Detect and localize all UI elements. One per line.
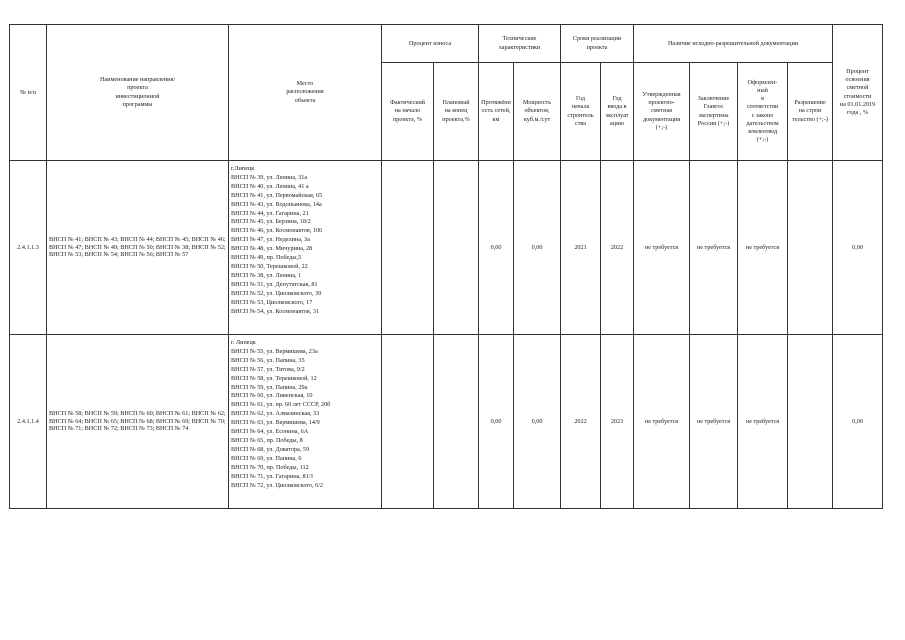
row-pct: 0,00 <box>833 161 883 335</box>
row-place: г.Липецк ВНСП № 39, ул. Ленина, 31а ВНСП № 40, ул. Ленина, 41 а ВНСП № 41, ул. Первомайская, 65 ВНСП № 43, ул. Водопьянова, 14а ВНСП № 44, ул. Гагарина, 21 ВНСП № 45, ул. Берзина, 18/2 ВНСП № 46, ул. Космонавтов, 106 ВНСП № 47, ул. Неделина, 3а ВНСП № 48, ул. Мичурина, 28 ВНСП № 49, пр. Победы,5 ВНСП № 50, Терешковой, 22 ВНСП № 38, ул. Ленина, 1 ВНСП № 51, ул. Депутатская, 81 ВНСП № 52, ул. Циолковского, 39 ВНСП № 53, Циолковского, 17 ВНСП № 54, ул. Космонавтов, 31 <box>229 161 382 335</box>
header-pct: Процент освоения сметной стоимости на 01.01.2019 года , % <box>833 25 883 161</box>
header-wear: Процент износа <box>382 25 479 63</box>
row-start: 2021 <box>561 161 601 335</box>
header-num: № п/п <box>10 25 47 161</box>
row-permit <box>788 335 833 509</box>
row-land: не требуется <box>738 335 788 509</box>
investment-program-table <box>9 24 883 509</box>
row-permit <box>788 161 833 335</box>
header-name: Наименование направления/ проекта инвестиционной программы <box>47 25 229 161</box>
row-length: 0,00 <box>479 335 514 509</box>
row-power: 0,00 <box>514 161 561 335</box>
header-docs-design: Утвержденная проектно- сметная документация (+;-) <box>634 63 690 161</box>
row-land: не требуется <box>738 161 788 335</box>
row-wear-fact <box>382 161 434 335</box>
header-docs: Наличие исходно-разрешительной документации <box>634 25 833 63</box>
header-place: Место расположения объекта <box>229 25 382 161</box>
row-place: г. Липецк ВНСП № 55, ул. Вермишева, 23а ВНСП № 56, ул. Папина, 35 ВНСП № 57, ул. Титова, 9/2 ВНСП № 58, ул. Терешковой, 12 ВНСП № 59, ул. Папина, 29а ВНСП № 60, ул. Ливенская, 10 ВНСП № 61, ул. пр. 60 лет СССР, 20б ВНСП № 62, ул. Алмазинская, 33 ВНСП № 63, ул. Вермишева, 14/9 ВНСП № 64, ул. Есенина, 6А ВНСП № 65, пр. Победы, 8 ВНСП № 68, ул. Доватора, 59 ВНСП № 69, ул. Папина, 6 ВНСП № 70, пр. Победы, 112 ВНСП № 71, ул. Гагарина, 81/1 ВНСП № 72, ул. Циолковского, 6/2 <box>229 335 382 509</box>
row-length: 0,00 <box>479 161 514 335</box>
row-start: 2022 <box>561 335 601 509</box>
row-design: не требуется <box>634 335 690 509</box>
row-name: ВНСП № 41; ВНСП № 43; ВНСП № 44; ВНСП № 45; ВНСП № 46; ВНСП № 47; ВНСП № 49; ВНСП № 50; ВНСП № 38; ВНСП № 52; ВНСП № 53; ВНСП № 54; ВНСП № 56; ВНСП № 57 <box>47 161 229 335</box>
row-wear-plan <box>434 161 479 335</box>
row-wear-plan <box>434 335 479 509</box>
row-code: 2.4.1.1.3 <box>10 161 47 335</box>
header-terms: Сроки реализации проекта <box>561 25 634 63</box>
row-expert: не требуется <box>690 335 738 509</box>
header-docs-expert: Заключение Главгос экспертизы России (+;-) <box>690 63 738 161</box>
header-docs-permit: Разрешение на строи тельство (+;-) <box>788 63 833 161</box>
row-end: 2023 <box>601 335 634 509</box>
row-pct: 0,00 <box>833 335 883 509</box>
header-docs-land: Оформлен- ный в соответстви с законо дательством землеотвод (+;-) <box>738 63 788 161</box>
header-row-top <box>10 25 883 63</box>
header-wear-fact: Фактический на начало проекта, % <box>382 63 434 161</box>
header-wear-plan: Плановый на конец проекта,% <box>434 63 479 161</box>
header-terms-start: Год начала строитель ства <box>561 63 601 161</box>
table-row <box>10 161 883 335</box>
header-tech-length: Протяжённ ость сетей, км <box>479 63 514 161</box>
row-code: 2.4.1.1.4 <box>10 335 47 509</box>
row-name: ВНСП № 58; ВНСП № 59; ВНСП № 60; ВНСП № 61; ВНСП № 62; ВНСП № 64; ВНСП № 65; ВНСП № 68; ВНСП № 69; ВНСП № 70; ВНСП № 71; ВНСП № 72; ВНСП № 73; ВНСП № 74 <box>47 335 229 509</box>
row-expert: не требуется <box>690 161 738 335</box>
row-wear-fact <box>382 335 434 509</box>
row-design: не требуется <box>634 161 690 335</box>
header-terms-end: Год ввода в эксплуат ацию <box>601 63 634 161</box>
row-end: 2022 <box>601 161 634 335</box>
row-power: 0,00 <box>514 335 561 509</box>
table-row <box>10 335 883 509</box>
header-tech: Технические характеристики <box>479 25 561 63</box>
header-tech-power: Мощность объектов, куб.м./сут <box>514 63 561 161</box>
